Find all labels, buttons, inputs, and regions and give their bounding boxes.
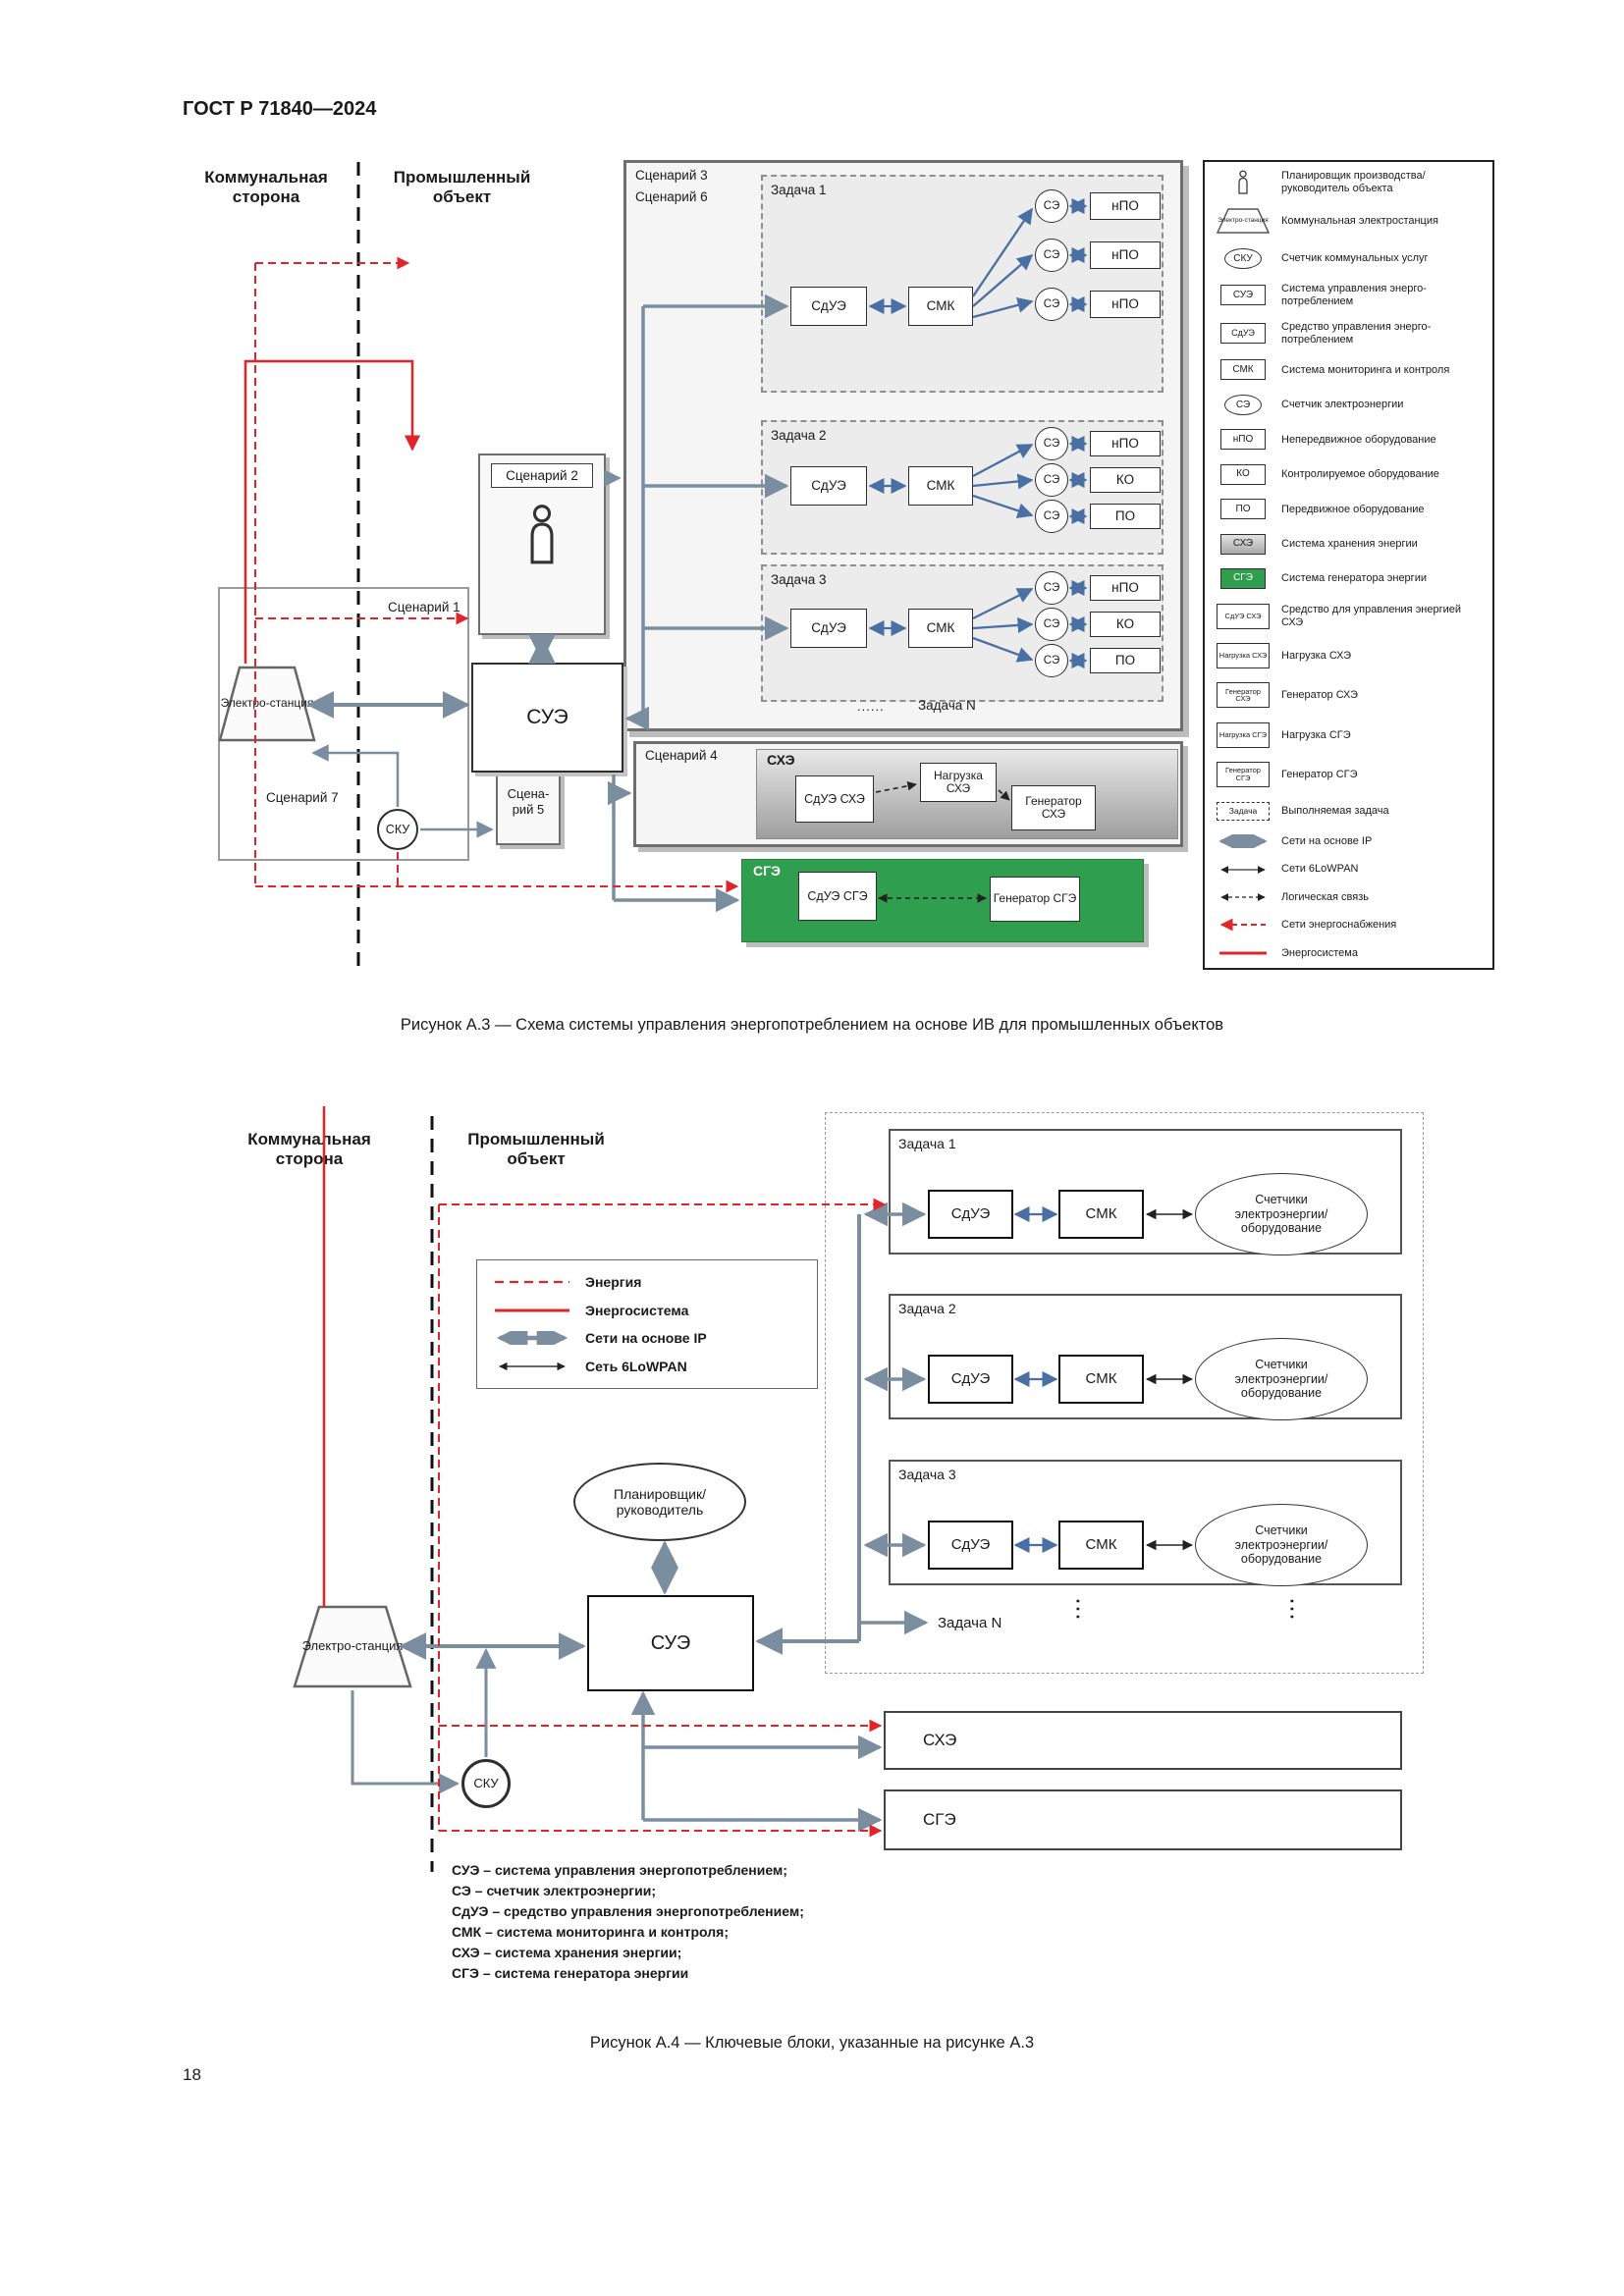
legend-row [1213, 464, 1485, 485]
scenario2-box [478, 454, 606, 635]
meters-ellipse: Счетчики электроэнергии/ оборудование [1195, 1173, 1368, 1255]
se-meter: СЭ [1035, 608, 1068, 641]
legend-label: Система генератора энергии [1281, 572, 1427, 585]
task2-label: Задача 2 [771, 428, 827, 443]
ellipsis-dots: ...... [857, 699, 885, 714]
legend-label: Энергосистема [1281, 946, 1358, 959]
task1-label: Задача 1 [898, 1136, 956, 1151]
legend-label: Сети 6LoWPAN [1281, 863, 1359, 876]
legend-label: Система управления энерго-потреблением [1281, 283, 1427, 307]
gen-sxe-node: Генератор СХЭ [1011, 785, 1096, 830]
scenario5-box: Сцена-рий 5 [496, 759, 561, 845]
legend-row [1213, 890, 1485, 904]
power-station [293, 1605, 412, 1688]
person-icon [522, 504, 562, 564]
sdue-node: СдУЭ [928, 1190, 1013, 1239]
legend-label: Энергосистема [585, 1302, 689, 1318]
power-station [218, 666, 316, 742]
legend-label: Планировщик производства/ руководитель объекта [1281, 170, 1426, 194]
se-meter: СЭ [1035, 463, 1068, 497]
legend-label: Передвижное оборудование [1281, 503, 1425, 515]
energy-system-line-icon [491, 1304, 573, 1317]
sdue-sge-node: СдУЭ СГЭ [798, 872, 877, 921]
se-meter: СЭ [1035, 500, 1068, 533]
sue-box: СУЭ [587, 1595, 754, 1691]
legend-label: Энергия [585, 1274, 642, 1291]
legend-label: Коммунальная электростанция [1281, 215, 1438, 228]
legend-row [1213, 834, 1485, 848]
legend-row [1213, 359, 1485, 380]
taskN-label: Задача N [938, 1615, 1002, 1631]
sdue-node: СдУЭ [928, 1355, 1013, 1404]
power-station-label: Электро-станция [220, 696, 314, 711]
equipment-node: КО [1090, 467, 1161, 493]
sge-icon: СГЭ [1213, 568, 1273, 589]
gen-sge-node: Генератор СГЭ [990, 877, 1080, 922]
legend-label: Средство для управления энергией СХЭ [1281, 604, 1462, 628]
figure-a3-diagram [182, 152, 1502, 987]
scenario3-label: Сценарий 3 [635, 168, 708, 183]
equipment-node: нПО [1090, 291, 1161, 318]
load-sxe-icon: Нагрузка СХЭ [1213, 643, 1273, 668]
legend-row [1213, 208, 1485, 234]
legend-row [491, 1274, 803, 1290]
vertical-dots: ··· [1067, 1598, 1088, 1623]
gen-sxe-icon: Генератор СХЭ [1213, 682, 1273, 708]
task1-label: Задача 1 [771, 183, 827, 197]
scenario4-label: Сценарий 4 [645, 748, 718, 763]
npo-icon: нПО [1213, 429, 1273, 450]
sku-icon: СКУ [1213, 248, 1273, 269]
equipment-node: ПО [1090, 648, 1161, 673]
scenario6-label: Сценарий 6 [635, 189, 708, 204]
legend-row [1213, 946, 1485, 960]
legend-label: Генератор СГЭ [1281, 769, 1358, 781]
footnote-line: СГЭ – система генератора энергии [452, 1965, 689, 1981]
energy-system-line-icon [1213, 946, 1273, 960]
legend-label: Счетчик электроэнергии [1281, 399, 1404, 411]
task3-label: Задача 3 [771, 572, 827, 587]
se-icon: СЭ [1213, 395, 1273, 415]
ip-network-arrow-icon [491, 1331, 573, 1345]
legend-row [1213, 863, 1485, 877]
sdue-node: СдУЭ [790, 609, 867, 648]
task-icon: Задача [1213, 802, 1273, 821]
legend-row [1213, 170, 1485, 194]
sge-box: СГЭ [884, 1789, 1402, 1850]
label-communal-side: Коммунальная сторона [204, 168, 328, 207]
energy-line-icon [491, 1275, 573, 1289]
footnotes [452, 1860, 1080, 1984]
legend-label: Нагрузка СГЭ [1281, 728, 1351, 741]
sdue-node: СдУЭ [790, 287, 867, 326]
se-meter: СЭ [1035, 288, 1068, 321]
equipment-node: ПО [1090, 504, 1161, 529]
smk-node: СМК [908, 287, 973, 326]
se-meter: СЭ [1035, 189, 1068, 223]
person-icon [1213, 170, 1273, 194]
power-supply-line-icon [1213, 918, 1273, 932]
legend-row [1213, 499, 1485, 519]
legend-label: Сети на основе IP [1281, 834, 1373, 847]
legend-row [1213, 802, 1485, 821]
footnote-line: СЭ – счетчик электроэнергии; [452, 1883, 656, 1898]
legend-row [491, 1330, 803, 1346]
footnote-line: СХЭ – система хранения энергии; [452, 1945, 682, 1960]
footnote-line: СУЭ – система управления энергопотреблением; [452, 1862, 787, 1878]
lowpan-arrow-icon [491, 1360, 573, 1373]
legend-label: Генератор СХЭ [1281, 689, 1358, 702]
legend-row [1213, 395, 1485, 415]
legend-label: Контролируемое оборудование [1281, 468, 1439, 481]
equipment-node: КО [1090, 612, 1161, 637]
label-industrial-object: Промышленный объект [467, 1130, 605, 1169]
smk-node: СМК [1058, 1190, 1144, 1239]
vertical-dots: ··· [1281, 1598, 1302, 1623]
sdue-node: СдУЭ [790, 466, 867, 506]
legend-label: Система мониторинга и контроля [1281, 363, 1450, 376]
footnote-line: СМК – система мониторинга и контроля; [452, 1924, 729, 1940]
sue-box: СУЭ [471, 663, 623, 773]
legend-row [1213, 918, 1485, 932]
legend-row [1213, 604, 1485, 629]
ip-network-arrow-icon [1213, 834, 1273, 848]
legend-label: Система хранения энергии [1281, 537, 1418, 550]
smk-node: СМК [908, 609, 973, 648]
legend-label: Средство управления энерго-потреблением [1281, 321, 1432, 346]
logical-link-arrow-icon [1213, 890, 1273, 904]
scenario1-label: Сценарий 1 [388, 600, 460, 614]
taskN-label: Задача N [918, 698, 976, 713]
meters-ellipse: Счетчики электроэнергии/ оборудование [1195, 1338, 1368, 1420]
legend-label: Сеть 6LoWPAN [585, 1358, 687, 1374]
sxe-label: СХЭ [767, 752, 795, 768]
sxe-icon: СХЭ [1213, 534, 1273, 555]
ko-icon: КО [1213, 464, 1273, 485]
page-number: 18 [183, 2065, 201, 2084]
equipment-node: нПО [1090, 431, 1161, 456]
task2-label: Задача 2 [898, 1301, 956, 1316]
smk-icon: СМК [1213, 359, 1273, 380]
sku-meter: СКУ [377, 809, 418, 850]
legend-row [1213, 568, 1485, 589]
legend-row [1213, 321, 1485, 346]
equipment-node: нПО [1090, 192, 1161, 220]
sdue-node: СдУЭ [928, 1521, 1013, 1570]
smk-node: СМК [908, 466, 973, 506]
sge-label: СГЭ [753, 863, 782, 879]
label-communal-side: Коммунальная сторона [247, 1130, 371, 1169]
meters-ellipse: Счетчики электроэнергии/ оборудование [1195, 1504, 1368, 1586]
equipment-node: нПО [1090, 241, 1161, 269]
smk-node: СМК [1058, 1355, 1144, 1404]
sue-icon: СУЭ [1213, 285, 1273, 305]
legend-label: Логическая связь [1281, 890, 1369, 903]
legend-row [1213, 429, 1485, 450]
legend-label: Нагрузка СХЭ [1281, 649, 1352, 662]
legend-row [1213, 762, 1485, 787]
legend-label: Непередвижное оборудование [1281, 433, 1436, 446]
fig4-legend [476, 1259, 818, 1389]
sku-meter: СКУ [461, 1759, 511, 1808]
document-header: ГОСТ Р 71840—2024 [183, 98, 377, 120]
lowpan-arrow-icon [1213, 863, 1273, 877]
load-sxe-node: Нагрузка СХЭ [920, 763, 997, 802]
legend-label: Выполняемая задача [1281, 805, 1389, 818]
smk-node: СМК [1058, 1521, 1144, 1570]
legend-row [1213, 643, 1485, 668]
scenario7-label: Сценарий 7 [266, 790, 339, 805]
legend-label: Сети энергоснабжения [1281, 919, 1397, 932]
power-station-label: Электро-станция [301, 1638, 404, 1654]
planner-ellipse: Планировщик/ руководитель [573, 1463, 746, 1541]
power-station-icon: Электро-станция [1213, 208, 1273, 234]
legend-row [1213, 248, 1485, 269]
se-meter: СЭ [1035, 644, 1068, 677]
legend-row [491, 1359, 803, 1374]
legend-panel [1203, 160, 1494, 970]
red-energy-lines [324, 1106, 885, 1831]
se-meter: СЭ [1035, 427, 1068, 460]
sxe-box: СХЭ [884, 1711, 1402, 1770]
sdue-icon: СдУЭ [1213, 323, 1273, 344]
legend-row [1213, 283, 1485, 307]
figure-a4-diagram [182, 1104, 1468, 2096]
scenario2-label: Сценарий 2 [491, 463, 593, 488]
label-industrial-object: Промышленный объект [393, 168, 531, 207]
task3-label: Задача 3 [898, 1467, 956, 1482]
legend-row [491, 1303, 803, 1318]
sdue-sxe-icon: СдУЭ СХЭ [1213, 604, 1273, 629]
se-meter: СЭ [1035, 571, 1068, 605]
legend-row [1213, 722, 1485, 748]
figure-a3-caption: Рисунок А.3 — Схема системы управления энергопотреблением на основе ИВ для промышленных объектов [400, 1016, 1224, 1034]
se-meter: СЭ [1035, 239, 1068, 272]
equipment-node: нПО [1090, 575, 1161, 601]
legend-row [1213, 534, 1485, 555]
gen-sge-icon: Генератор СГЭ [1213, 762, 1273, 787]
figure-a4-caption: Рисунок А.4 — Ключевые блоки, указанные на рисунке А.3 [589, 2034, 1035, 2052]
load-sge-icon: Нагрузка СГЭ [1213, 722, 1273, 748]
legend-row [1213, 682, 1485, 708]
footnote-line: СдУЭ – средство управления энергопотреблением; [452, 1903, 804, 1919]
legend-label: Сети на основе IP [585, 1330, 707, 1347]
po-icon: ПО [1213, 499, 1273, 519]
sdue-sxe-node: СдУЭ СХЭ [795, 775, 874, 823]
legend-label: Счетчик коммунальных услуг [1281, 252, 1429, 265]
